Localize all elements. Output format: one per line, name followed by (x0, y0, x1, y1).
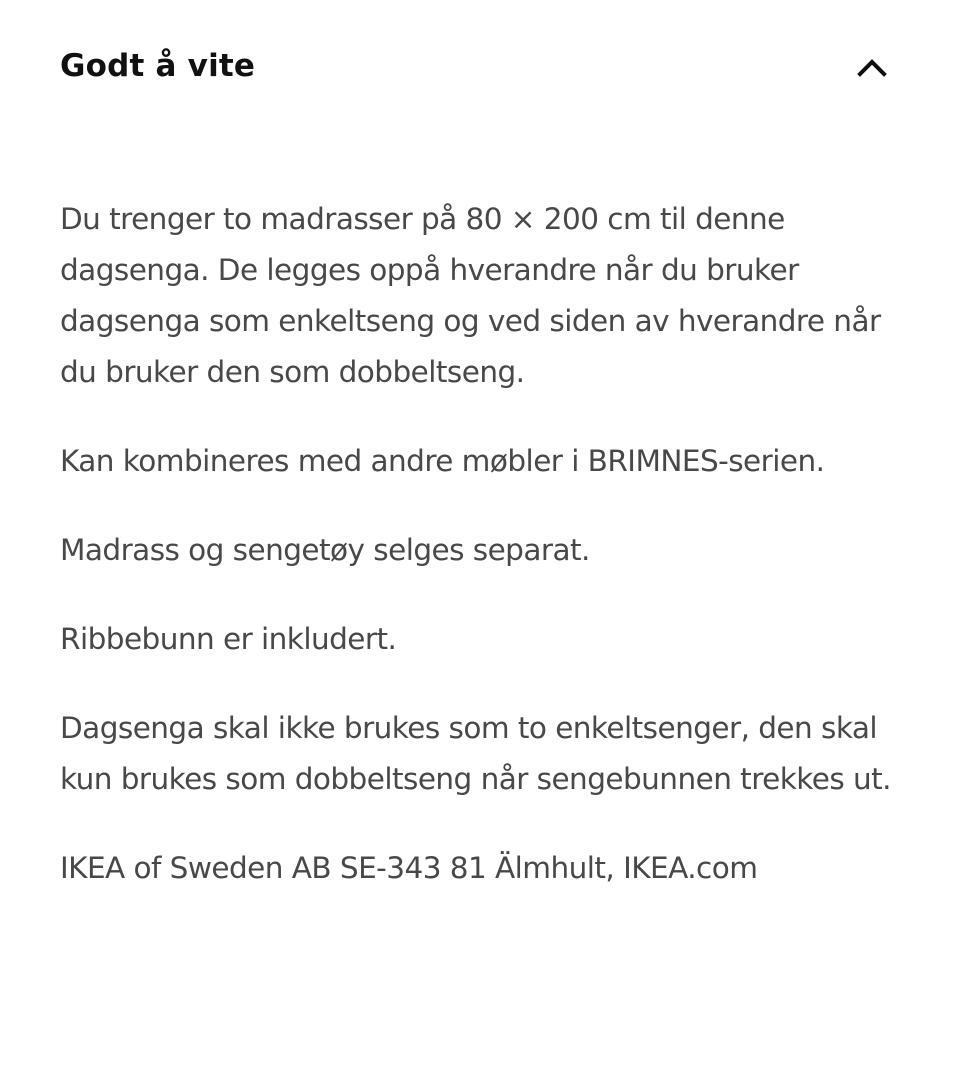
paragraph-usage-warning: Dagsenga skal ikke brukes som to enkeltsenger, den skal kun brukes som dobbeltseng når sengebunnen trekkes ut. (60, 711, 891, 796)
paragraph-slats-included: Ribbebunn er inkludert. (60, 622, 397, 656)
paragraph-mattress-info: Du trenger to madrasser på 80 × 200 cm til denne dagsenga. De legges oppå hverandre når du bruker dagsenga som enkeltseng og ved siden av hverandre når du bruker den som dobbeltseng. (60, 202, 881, 389)
paragraph-manufacturer: IKEA of Sweden AB SE-343 81 Älmhult, IKEA.com (60, 851, 758, 885)
paragraph-series-info: Kan kombineres med andre møbler i BRIMNES-serien. (60, 444, 825, 478)
accordion-header-toggle[interactable] (0, 0, 960, 134)
chevron-up-icon[interactable] (854, 52, 890, 82)
accordion-content (60, 194, 920, 932)
accordion-title: Godt å vite (60, 48, 256, 84)
paragraph-sold-separately: Madrass og sengetøy selges separat. (60, 533, 590, 567)
